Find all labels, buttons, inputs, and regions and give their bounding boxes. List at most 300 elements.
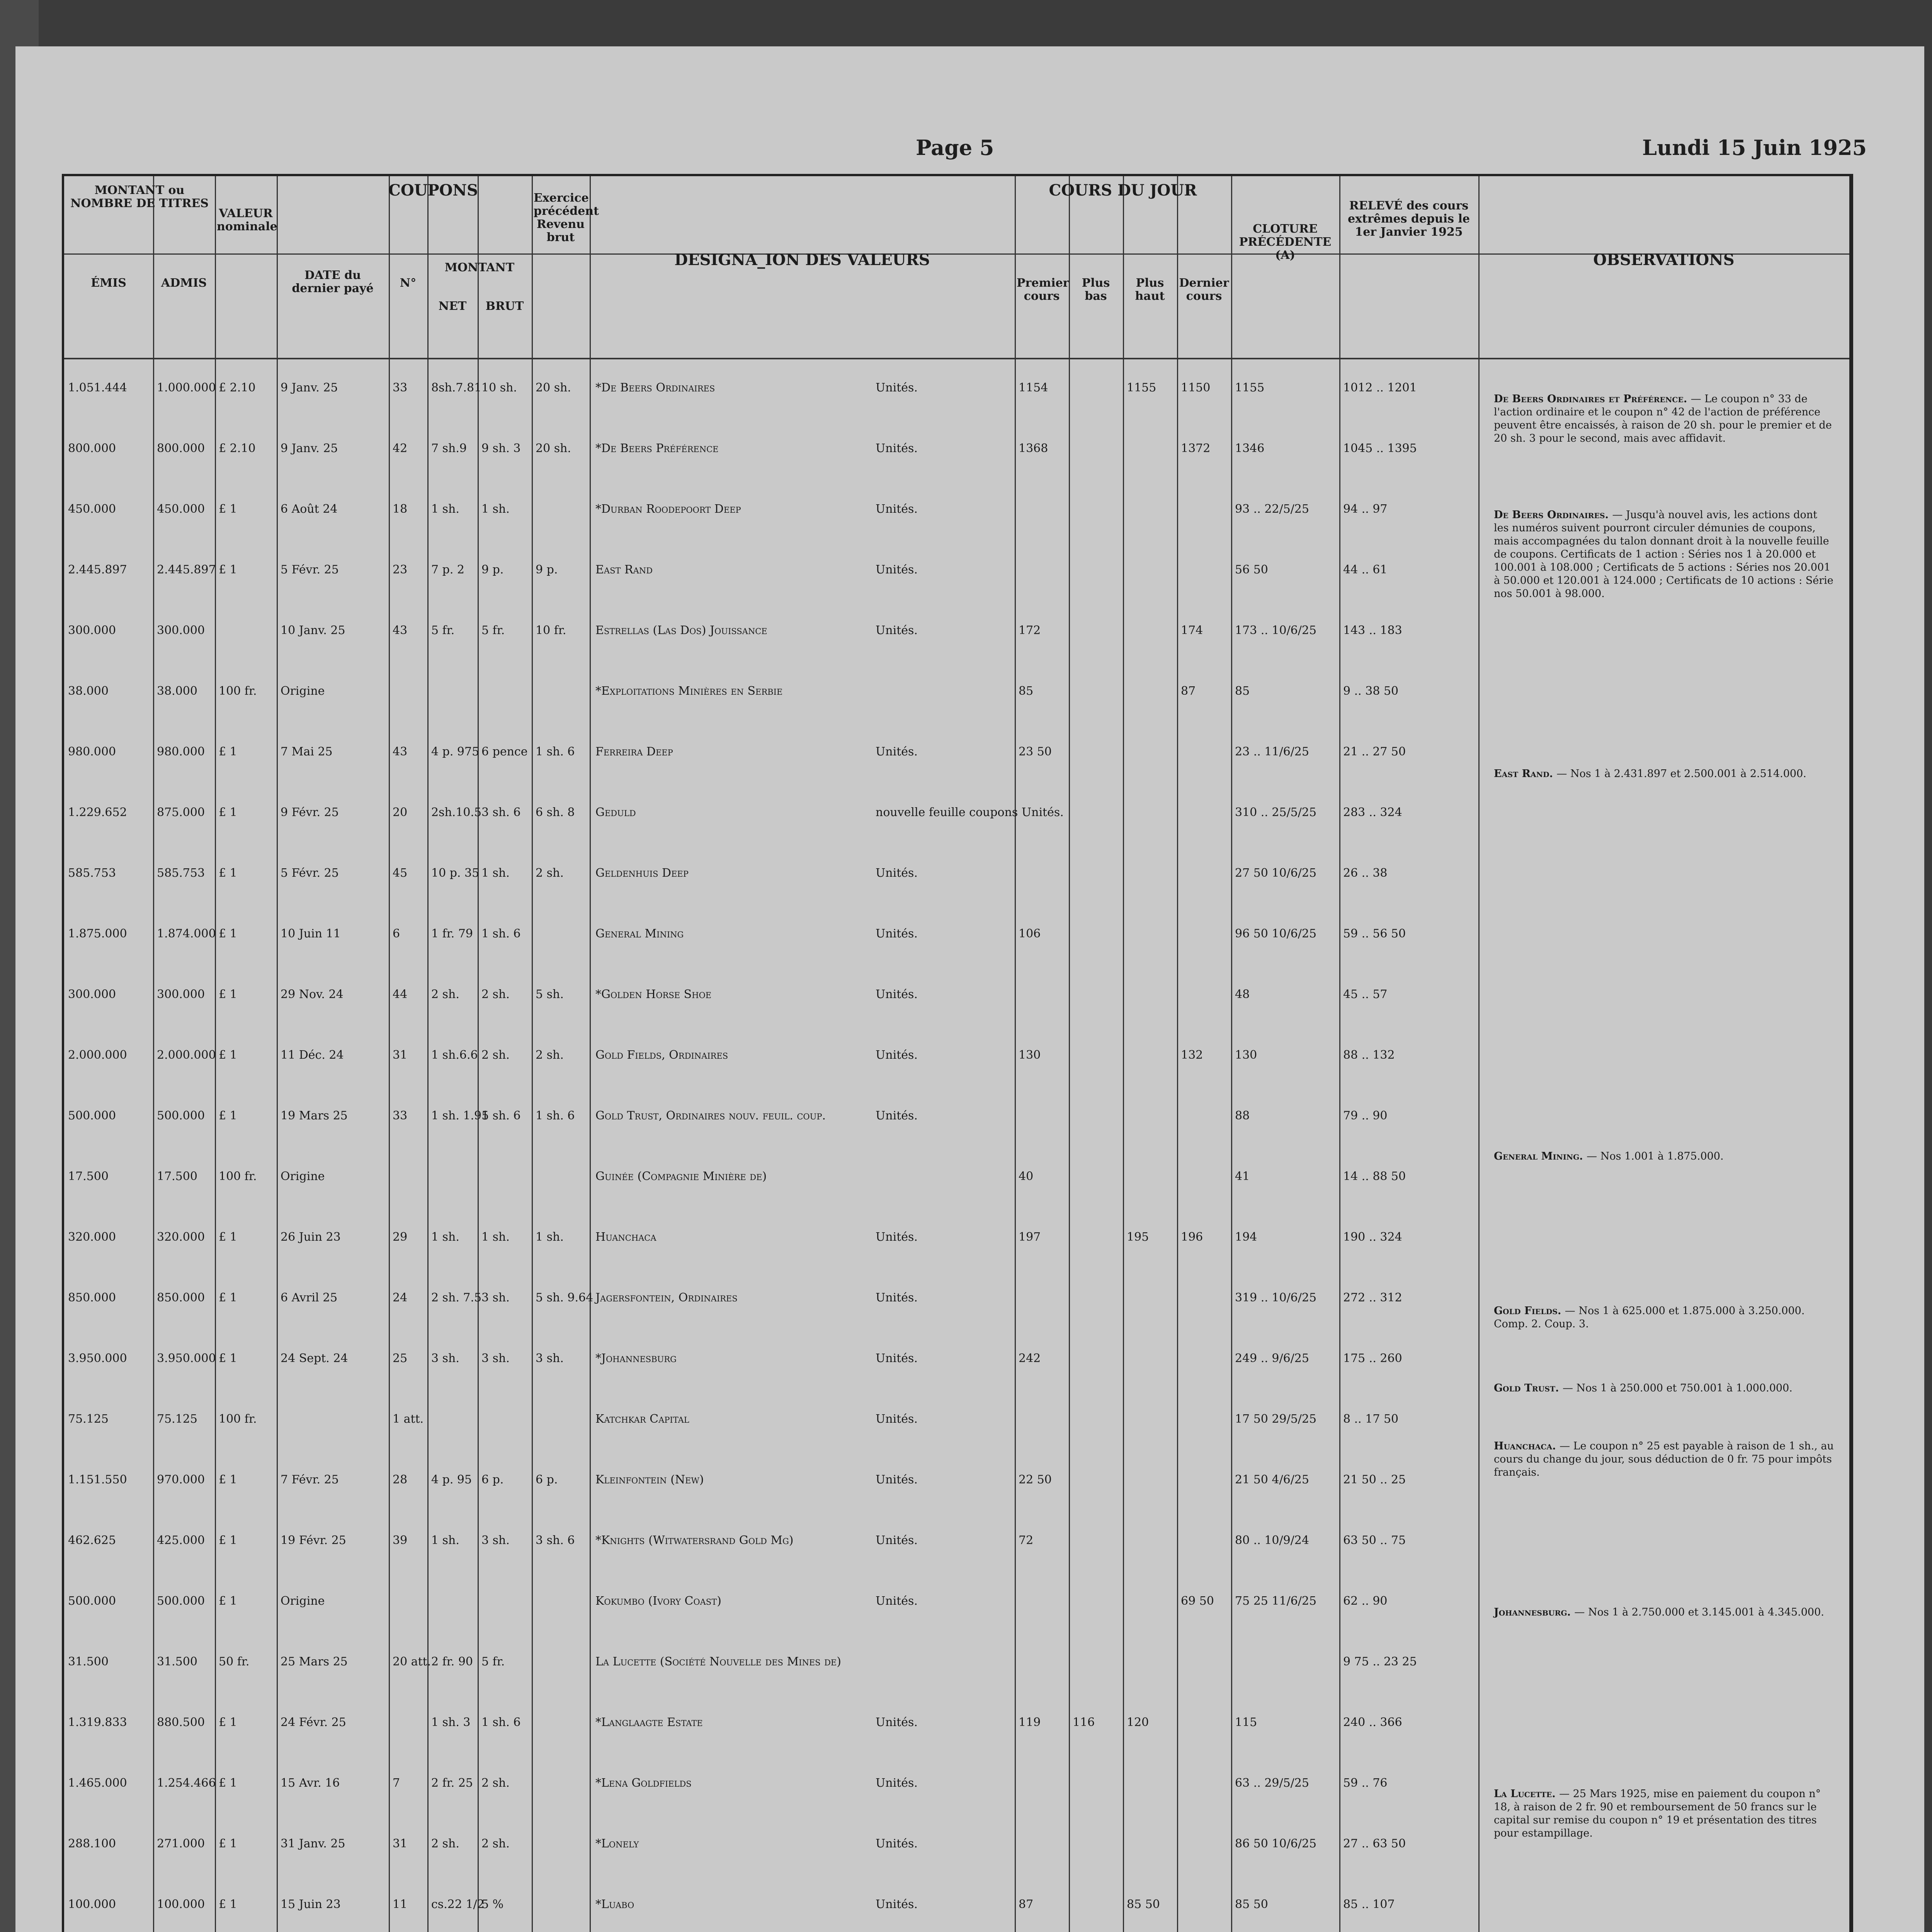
cell-c: 56 50 bbox=[1235, 563, 1268, 577]
cell-emis: 1.229.652 bbox=[68, 806, 127, 819]
cell-date: 25 Mars 25 bbox=[281, 1655, 348, 1668]
cell-date: 11 Déc. 24 bbox=[281, 1048, 344, 1062]
cell-val: 100 fr. bbox=[219, 1170, 257, 1183]
observation-title: East Rand. bbox=[1494, 768, 1557, 780]
cell-val: £ 1 bbox=[219, 1898, 237, 1911]
observation-note bbox=[1494, 1440, 1834, 1479]
listing-row bbox=[64, 442, 1494, 457]
cell-name: *Langlaagte Estate bbox=[595, 1716, 703, 1729]
cell-emis: 500.000 bbox=[68, 1594, 116, 1608]
col-no: N° bbox=[400, 276, 417, 290]
cell-name: Huanchaca bbox=[595, 1230, 656, 1244]
cell-unit: Unités. bbox=[876, 1230, 918, 1244]
observation-text: — Nos 1.001 à 1.875.000. bbox=[1587, 1150, 1724, 1162]
newspaper-page bbox=[15, 46, 1924, 1932]
observation-title: Johannesburg. bbox=[1494, 1606, 1575, 1618]
cell-emis: 1.051.444 bbox=[68, 381, 127, 395]
cell-val: £ 1 bbox=[219, 502, 237, 516]
cell-unit: Unités. bbox=[876, 1048, 918, 1062]
cell-net: 7 sh.9 bbox=[431, 442, 467, 455]
cell-net: cs.22 1/2 bbox=[431, 1898, 485, 1911]
cell-d: 174 bbox=[1181, 624, 1203, 637]
cell-net: 1 sh.6.6 bbox=[431, 1048, 478, 1062]
col-coupons: COUPONS bbox=[388, 181, 478, 199]
cell-unit: Unités. bbox=[876, 1412, 918, 1426]
listing-row bbox=[64, 1837, 1494, 1852]
col-dernier: Dernier cours bbox=[1179, 276, 1229, 303]
cell-unit: Unités. bbox=[876, 1534, 918, 1547]
cell-emis: 850.000 bbox=[68, 1291, 116, 1304]
cell-admis: 300.000 bbox=[157, 988, 205, 1001]
cell-c: 17 50 29/5/25 bbox=[1235, 1412, 1317, 1426]
cell-admis: 850.000 bbox=[157, 1291, 205, 1304]
cell-brut: 6 p. bbox=[481, 1473, 504, 1486]
cell-brut: 2 sh. bbox=[481, 1837, 510, 1850]
listing-row bbox=[64, 1412, 1494, 1428]
cell-val: £ 1 bbox=[219, 806, 237, 819]
cell-admis: 980.000 bbox=[157, 745, 205, 759]
cell-p: 23 50 bbox=[1019, 745, 1052, 759]
cell-no: 25 bbox=[393, 1352, 408, 1365]
cell-b: 116 bbox=[1073, 1716, 1095, 1729]
cell-net: 1 fr. 79 bbox=[431, 927, 473, 940]
col-plus-bas: Plus bas bbox=[1082, 276, 1110, 303]
cell-no: 44 bbox=[393, 988, 408, 1001]
cell-brut: 3 sh. bbox=[481, 1352, 510, 1365]
cell-val: 50 fr. bbox=[219, 1655, 250, 1668]
cell-r: 45 .. 57 bbox=[1343, 988, 1388, 1001]
cell-admis: 1.874.000 bbox=[157, 927, 216, 940]
cell-ex: 1 sh. 6 bbox=[536, 1109, 575, 1122]
col-cours-jour: COURS DU JOUR bbox=[1049, 181, 1197, 199]
cell-net: 3 sh. bbox=[431, 1352, 459, 1365]
cell-val: £ 1 bbox=[219, 1109, 237, 1122]
cell-date: 26 Juin 23 bbox=[281, 1230, 341, 1244]
cell-val: £ 1 bbox=[219, 1776, 237, 1790]
cell-name: *Golden Horse Shoe bbox=[595, 988, 712, 1001]
cell-date: 31 Janv. 25 bbox=[281, 1837, 345, 1850]
cell-date: Origine bbox=[281, 684, 325, 698]
cell-val: £ 1 bbox=[219, 1716, 237, 1729]
cell-r: 88 .. 132 bbox=[1343, 1048, 1395, 1062]
cell-ex: 2 sh. bbox=[536, 1048, 564, 1062]
cell-c: 88 bbox=[1235, 1109, 1250, 1122]
cell-r: 14 .. 88 50 bbox=[1343, 1170, 1406, 1183]
cell-net: 2 fr. 90 bbox=[431, 1655, 473, 1668]
listing-row bbox=[64, 1048, 1494, 1064]
cell-date: 24 Sept. 24 bbox=[281, 1352, 348, 1365]
cell-ex: 6 p. bbox=[536, 1473, 558, 1486]
cell-val: 100 fr. bbox=[219, 1412, 257, 1426]
listing-row bbox=[64, 563, 1494, 578]
listing-row bbox=[64, 745, 1494, 760]
col-plus-haut: Plus haut bbox=[1135, 276, 1165, 303]
cell-r: 59 .. 56 50 bbox=[1343, 927, 1406, 940]
cell-admis: 880.500 bbox=[157, 1716, 205, 1729]
cell-admis: 320.000 bbox=[157, 1230, 205, 1244]
cell-emis: 288.100 bbox=[68, 1837, 116, 1850]
cell-r: 143 .. 183 bbox=[1343, 624, 1402, 637]
col-brut: BRUT bbox=[485, 299, 524, 313]
page-date: Lundi 15 Juin 1925 bbox=[1642, 135, 1867, 160]
cell-val: 100 fr. bbox=[219, 684, 257, 698]
cell-brut: 1 sh. bbox=[481, 866, 510, 880]
cell-ex: 3 sh. bbox=[536, 1352, 564, 1365]
cell-p: 22 50 bbox=[1019, 1473, 1052, 1486]
cell-emis: 2.445.897 bbox=[68, 563, 127, 577]
cell-name: *De Beers Ordinaires bbox=[595, 381, 715, 395]
cell-date: Origine bbox=[281, 1170, 325, 1183]
cell-date: 9 Janv. 25 bbox=[281, 442, 338, 455]
cell-h: 195 bbox=[1127, 1230, 1149, 1244]
observation-title: Gold Trust. bbox=[1494, 1382, 1563, 1394]
listing-row bbox=[64, 1776, 1494, 1792]
cell-unit: Unités. bbox=[876, 1716, 918, 1729]
cell-name: Geduld bbox=[595, 806, 636, 819]
cell-no: 20 bbox=[393, 806, 408, 819]
cell-emis: 3.950.000 bbox=[68, 1352, 127, 1365]
page-number: Page 5 bbox=[916, 135, 994, 160]
cell-unit: Unités. bbox=[876, 624, 918, 637]
cell-net: 2 sh. bbox=[431, 988, 459, 1001]
cell-val: £ 1 bbox=[219, 1534, 237, 1547]
cell-net: 5 fr. bbox=[431, 624, 455, 637]
col-admis: ADMIS bbox=[161, 276, 207, 290]
observation-title: Gold Fields. bbox=[1494, 1305, 1565, 1317]
cell-brut: 10 sh. bbox=[481, 381, 517, 395]
cell-ex: 1 sh. 6 bbox=[536, 745, 575, 759]
observation-title: La Lucette. bbox=[1494, 1788, 1560, 1800]
col-observations: OBSERVATIONS bbox=[1593, 251, 1735, 269]
cell-name: *Durban Roodepoort Deep bbox=[595, 502, 741, 516]
cell-admis: 970.000 bbox=[157, 1473, 205, 1486]
observation-note bbox=[1494, 1382, 1834, 1395]
cell-net: 2sh.10.5 bbox=[431, 806, 482, 819]
cell-brut: 1 sh. 6 bbox=[481, 927, 521, 940]
cell-name: *Knights (Witwatersrand Gold Mg) bbox=[595, 1534, 794, 1547]
cell-ex: 9 p. bbox=[536, 563, 558, 577]
cell-r: 26 .. 38 bbox=[1343, 866, 1388, 880]
cell-emis: 462.625 bbox=[68, 1534, 116, 1547]
cell-c: 85 bbox=[1235, 684, 1250, 698]
cell-p: 40 bbox=[1019, 1170, 1034, 1183]
observation-text: — Le coupon n° 25 est payable à raison de 1 sh., au cours du change du jour, sous déduction de 0 fr. 75 pour impôts français. bbox=[1494, 1440, 1834, 1478]
observation-text: — Jusqu'à nouvel avis, les actions dont les numéros suivent pourront circuler démunies de coupons, mais accompagnées du talon donnant droit à la nouvelle feuille de coupons. Certificats de 1 action : Séries nos 1 à 20.000 et 100.001 à 108.000 ; Certificats de 5 actions : Séries nos 20.001 à 50.000 et 120.001 à 124.000 ; Certificats de 10 actions : Série nos 50.001 à 98.000. bbox=[1494, 509, 1833, 600]
cell-val: £ 1 bbox=[219, 1048, 237, 1062]
cell-no: 33 bbox=[393, 381, 408, 395]
cell-date: 24 Févr. 25 bbox=[281, 1716, 346, 1729]
cell-c: 41 bbox=[1235, 1170, 1250, 1183]
cell-emis: 1.875.000 bbox=[68, 927, 127, 940]
cell-c: 249 .. 9/6/25 bbox=[1235, 1352, 1309, 1365]
listing-row bbox=[64, 988, 1494, 1003]
cell-r: 272 .. 312 bbox=[1343, 1291, 1402, 1304]
cell-net: 8sh.7.81 bbox=[431, 381, 482, 395]
cell-name: Kleinfontein (New) bbox=[595, 1473, 704, 1486]
cell-net: 10 p. 35 bbox=[431, 866, 480, 880]
cell-h: 120 bbox=[1127, 1716, 1149, 1729]
listing-row bbox=[64, 1109, 1494, 1124]
cell-no: 31 bbox=[393, 1837, 408, 1850]
listing-row bbox=[64, 1170, 1494, 1185]
cell-r: 59 .. 76 bbox=[1343, 1776, 1388, 1790]
cell-val: £ 1 bbox=[219, 866, 237, 880]
observation-note bbox=[1494, 393, 1834, 445]
cell-val: £ 1 bbox=[219, 1230, 237, 1244]
cell-r: 175 .. 260 bbox=[1343, 1352, 1402, 1365]
cell-emis: 320.000 bbox=[68, 1230, 116, 1244]
cell-admis: 1.000.000 bbox=[157, 381, 216, 395]
cell-name: Katchkar Capital bbox=[595, 1412, 689, 1426]
observation-text: — Nos 1 à 625.000 et 1.875.000 à 3.250.000. Comp. 2. Coup. 3. bbox=[1494, 1305, 1805, 1330]
listing-row bbox=[64, 1534, 1494, 1549]
cell-c: 1346 bbox=[1235, 442, 1265, 455]
cell-admis: 1.254.466 bbox=[157, 1776, 216, 1790]
listing-row bbox=[64, 1230, 1494, 1246]
listing-row bbox=[64, 502, 1494, 518]
cell-brut: 1 sh. bbox=[481, 1230, 510, 1244]
observation-text: — Le coupon n° 33 de l'action ordinaire et le coupon n° 42 de l'action de préférence peuvent être encaissés, à raison de 20 sh. pour le premier et de 20 sh. 3 pour le second, mais avec affidavit. bbox=[1494, 393, 1832, 444]
cell-unit: Unités. bbox=[876, 866, 918, 880]
cell-c: 75 25 11/6/25 bbox=[1235, 1594, 1317, 1608]
observation-note bbox=[1494, 1304, 1834, 1331]
cell-brut: 2 sh. bbox=[481, 1776, 510, 1790]
cell-name: East Rand bbox=[595, 563, 653, 577]
cell-brut: 9 sh. 3 bbox=[481, 442, 521, 455]
cell-h: 1155 bbox=[1127, 381, 1156, 395]
cell-val: £ 2.10 bbox=[219, 381, 256, 395]
cell-unit: Unités. bbox=[876, 1291, 918, 1304]
listing-row bbox=[64, 1352, 1494, 1367]
cell-admis: 2.445.897 bbox=[157, 563, 216, 577]
cell-no: 31 bbox=[393, 1048, 408, 1062]
cell-brut: 6 pence bbox=[481, 745, 528, 759]
cell-emis: 980.000 bbox=[68, 745, 116, 759]
cell-c: 80 .. 10/9/24 bbox=[1235, 1534, 1309, 1547]
cell-unit: Unités. bbox=[876, 988, 918, 1001]
cell-emis: 1.151.550 bbox=[68, 1473, 127, 1486]
cell-val: £ 1 bbox=[219, 1291, 237, 1304]
cell-name: Kokumbo (Ivory Coast) bbox=[595, 1594, 721, 1608]
cell-p: 1154 bbox=[1019, 381, 1048, 395]
cell-date: 7 Févr. 25 bbox=[281, 1473, 339, 1486]
cell-admis: 425.000 bbox=[157, 1534, 205, 1547]
cell-c: 96 50 10/6/25 bbox=[1235, 927, 1317, 940]
cell-admis: 585.753 bbox=[157, 866, 205, 880]
cell-emis: 800.000 bbox=[68, 442, 116, 455]
cell-no: 42 bbox=[393, 442, 408, 455]
cell-r: 21 50 .. 25 bbox=[1343, 1473, 1406, 1486]
cell-p: 85 bbox=[1019, 684, 1034, 698]
cell-date: 6 Avril 25 bbox=[281, 1291, 338, 1304]
cell-d: 1372 bbox=[1181, 442, 1211, 455]
cell-p: 172 bbox=[1019, 624, 1041, 637]
cell-name: Ferreira Deep bbox=[595, 745, 673, 759]
cell-date: 10 Juin 11 bbox=[281, 927, 341, 940]
cell-date: 19 Févr. 25 bbox=[281, 1534, 346, 1547]
cell-admis: 271.000 bbox=[157, 1837, 205, 1850]
cell-admis: 300.000 bbox=[157, 624, 205, 637]
cell-r: 240 .. 366 bbox=[1343, 1716, 1402, 1729]
cell-emis: 450.000 bbox=[68, 502, 116, 516]
cell-unit: Unités. bbox=[876, 502, 918, 516]
cell-name: *Lonely bbox=[595, 1837, 639, 1850]
cell-c: 85 50 bbox=[1235, 1898, 1268, 1911]
observation-text: — 25 Mars 1925, mise en paiement du coupon n° 18, à raison de 2 fr. 90 et remboursement de 50 francs sur le capital sur remise du coupon n° 19 et présentation des titres pour estampillage. bbox=[1494, 1788, 1821, 1839]
cell-net: 4 p. 95 bbox=[431, 1473, 472, 1486]
cell-admis: 3.950.000 bbox=[157, 1352, 216, 1365]
cell-net: 1 sh. bbox=[431, 1230, 459, 1244]
cell-no: 39 bbox=[393, 1534, 408, 1547]
listing-row bbox=[64, 1291, 1494, 1306]
cell-ex: 20 sh. bbox=[536, 381, 571, 395]
listing-row bbox=[64, 1898, 1494, 1913]
cell-date: 7 Mai 25 bbox=[281, 745, 333, 759]
cell-no: 1 att. bbox=[393, 1412, 424, 1426]
cell-emis: 300.000 bbox=[68, 988, 116, 1001]
cell-r: 79 .. 90 bbox=[1343, 1109, 1388, 1122]
cell-ex: 10 fr. bbox=[536, 624, 566, 637]
cell-net: 2 fr. 25 bbox=[431, 1776, 473, 1790]
cell-date: 5 Févr. 25 bbox=[281, 866, 339, 880]
cell-emis: 38.000 bbox=[68, 684, 109, 698]
cell-unit: Unités. bbox=[876, 1473, 918, 1486]
cell-r: 63 50 .. 75 bbox=[1343, 1534, 1406, 1547]
cell-c: 1155 bbox=[1235, 381, 1265, 395]
cell-p: 87 bbox=[1019, 1898, 1034, 1911]
cell-c: 21 50 4/6/25 bbox=[1235, 1473, 1309, 1486]
cell-admis: 800.000 bbox=[157, 442, 205, 455]
cell-emis: 500.000 bbox=[68, 1109, 116, 1122]
cell-unit: nouvelle feuille coupons Unités. bbox=[876, 806, 1064, 819]
cell-name: *Exploitations Minières en Serbie bbox=[595, 684, 783, 698]
cell-d: 1150 bbox=[1181, 381, 1211, 395]
cell-admis: 17.500 bbox=[157, 1170, 197, 1183]
observation-title: De Beers Ordinaires. bbox=[1494, 509, 1612, 521]
cell-no: 18 bbox=[393, 502, 408, 516]
cell-emis: 585.753 bbox=[68, 866, 116, 880]
listing-row bbox=[64, 1594, 1494, 1610]
cell-emis: 17.500 bbox=[68, 1170, 109, 1183]
cell-emis: 75.125 bbox=[68, 1412, 109, 1426]
cell-date: 19 Mars 25 bbox=[281, 1109, 348, 1122]
cell-ex: 3 sh. 6 bbox=[536, 1534, 575, 1547]
listing-row bbox=[64, 866, 1494, 882]
cell-unit: Unités. bbox=[876, 1837, 918, 1850]
observation-title: Huanchaca. bbox=[1494, 1440, 1560, 1452]
cell-no: 6 bbox=[393, 927, 400, 940]
cell-val: £ 1 bbox=[219, 1473, 237, 1486]
listing-row bbox=[64, 927, 1494, 942]
col-emis: ÉMIS bbox=[91, 276, 126, 290]
cell-admis: 75.125 bbox=[157, 1412, 197, 1426]
cell-val: £ 1 bbox=[219, 563, 237, 577]
cell-date: 9 Janv. 25 bbox=[281, 381, 338, 395]
cell-name: *Lena Goldfields bbox=[595, 1776, 692, 1790]
cell-no: 24 bbox=[393, 1291, 408, 1304]
cell-name: Gold Fields, Ordinaires bbox=[595, 1048, 728, 1062]
cell-ex: 5 sh. 9.64 bbox=[536, 1291, 594, 1304]
cell-d: 69 50 bbox=[1181, 1594, 1214, 1608]
cell-net: 1 sh. 1.95 bbox=[431, 1109, 489, 1122]
cell-c: 173 .. 10/6/25 bbox=[1235, 624, 1317, 637]
cell-no: 43 bbox=[393, 745, 408, 759]
cell-r: 1012 .. 1201 bbox=[1343, 381, 1417, 395]
col-montant: MONTANT bbox=[444, 261, 515, 274]
cell-brut: 2 sh. bbox=[481, 1048, 510, 1062]
col-cloture: CLOTURE PRÉCÉDENTE (A) bbox=[1239, 222, 1332, 262]
cell-val: £ 1 bbox=[219, 745, 237, 759]
cell-p: 1368 bbox=[1019, 442, 1048, 455]
cell-h: 85 50 bbox=[1127, 1898, 1160, 1911]
cell-emis: 1.465.000 bbox=[68, 1776, 127, 1790]
listing-row bbox=[64, 381, 1494, 396]
cell-admis: 500.000 bbox=[157, 1109, 205, 1122]
cell-unit: Unités. bbox=[876, 1352, 918, 1365]
cell-c: 86 50 10/6/25 bbox=[1235, 1837, 1317, 1850]
observation-text: — Nos 1 à 2.431.897 et 2.500.001 à 2.514.000. bbox=[1556, 768, 1806, 780]
cell-c: 310 .. 25/5/25 bbox=[1235, 806, 1317, 819]
cell-emis: 31.500 bbox=[68, 1655, 109, 1668]
cell-brut: 3 sh. 6 bbox=[481, 806, 521, 819]
cell-p: 197 bbox=[1019, 1230, 1041, 1244]
cell-ex: 2 sh. bbox=[536, 866, 564, 880]
cell-brut: 1 sh. 6 bbox=[481, 1109, 521, 1122]
cell-val: £ 1 bbox=[219, 927, 237, 940]
cell-admis: 2.000.000 bbox=[157, 1048, 216, 1062]
cell-r: 21 .. 27 50 bbox=[1343, 745, 1406, 759]
cell-r: 9 75 .. 23 25 bbox=[1343, 1655, 1417, 1668]
cell-c: 27 50 10/6/25 bbox=[1235, 866, 1317, 880]
cell-net: 2 sh. 7.5 bbox=[431, 1291, 482, 1304]
observation-note bbox=[1494, 1150, 1834, 1163]
cell-c: 130 bbox=[1235, 1048, 1257, 1062]
cell-date: 15 Avr. 16 bbox=[281, 1776, 340, 1790]
cell-no: 29 bbox=[393, 1230, 408, 1244]
cell-c: 319 .. 10/6/25 bbox=[1235, 1291, 1317, 1304]
cell-net: 1 sh. bbox=[431, 502, 459, 516]
cell-name: Gold Trust, Ordinaires nouv. feuil. coup. bbox=[595, 1109, 826, 1122]
cell-val: £ 1 bbox=[219, 1594, 237, 1608]
cell-brut: 5 fr. bbox=[481, 624, 505, 637]
listing-row bbox=[64, 1716, 1494, 1731]
cell-d: 196 bbox=[1181, 1230, 1203, 1244]
cell-net: 7 p. 2 bbox=[431, 563, 464, 577]
cell-no: 33 bbox=[393, 1109, 408, 1122]
cell-p: 119 bbox=[1019, 1716, 1041, 1729]
cell-r: 9 .. 38 50 bbox=[1343, 684, 1399, 698]
cell-admis: 500.000 bbox=[157, 1594, 205, 1608]
cell-d: 132 bbox=[1181, 1048, 1203, 1062]
cell-r: 85 .. 107 bbox=[1343, 1898, 1395, 1911]
cell-net: 2 sh. bbox=[431, 1837, 459, 1850]
cell-no: 45 bbox=[393, 866, 408, 880]
cell-c: 93 .. 22/5/25 bbox=[1235, 502, 1309, 516]
cell-unit: Unités. bbox=[876, 1109, 918, 1122]
cell-no: 7 bbox=[393, 1776, 400, 1790]
cell-name: General Mining bbox=[595, 927, 684, 940]
listing-row bbox=[64, 1655, 1494, 1670]
cell-no: 11 bbox=[393, 1898, 408, 1911]
col-montant-nombre: MONTANT ou NOMBRE DE TITRES bbox=[70, 184, 209, 210]
cell-emis: 100.000 bbox=[68, 1898, 116, 1911]
cell-ex: 1 sh. bbox=[536, 1230, 564, 1244]
cell-unit: Unités. bbox=[876, 745, 918, 759]
cell-unit: Unités. bbox=[876, 1776, 918, 1790]
cell-d: 87 bbox=[1181, 684, 1196, 698]
cell-ex: 5 sh. bbox=[536, 988, 564, 1001]
cell-date: 15 Juin 23 bbox=[281, 1898, 341, 1911]
